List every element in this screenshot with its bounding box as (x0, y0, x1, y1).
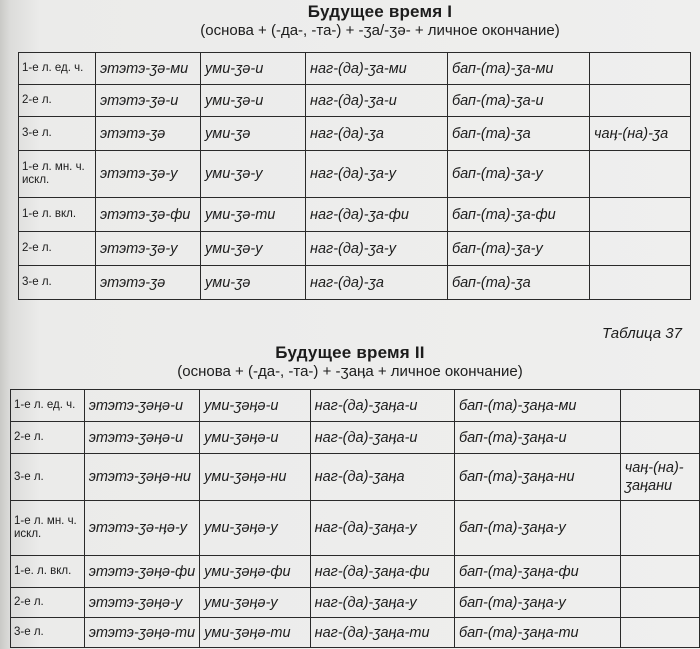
table-row (19, 53, 691, 85)
form-cell: этэтэ-ʒə-у (96, 151, 201, 198)
table-row (11, 588, 700, 618)
form-cell: бап-(та)-ʒаӊа-ми (454, 390, 620, 422)
form-cell (620, 422, 699, 454)
form-cell (590, 53, 691, 85)
table-row (11, 501, 700, 556)
person-label-cell: 2-е л. (19, 232, 96, 266)
person-label-cell: 3-е л. (11, 454, 85, 501)
table-row (11, 422, 700, 454)
form-cell: наг-(да)-ʒа-у (306, 151, 448, 198)
form-cell: этэтэ-ʒəӊə-фи (84, 556, 199, 588)
person-label-cell: 1-е л. мн. ч. искл. (19, 151, 96, 198)
table-row (19, 198, 691, 232)
form-cell: наг-(да)-ʒа (306, 266, 448, 300)
person-label-cell: 2-е л. (11, 422, 85, 454)
form-cell: этэтэ-ʒəӊə-ти (84, 618, 199, 648)
table2-title: Будущее время II (275, 343, 425, 362)
form-cell: этэтэ-ʒə-у (96, 232, 201, 266)
person-label-cell: 1-е л. ед. ч. (19, 53, 96, 85)
person-label-cell: 3-е л. (19, 266, 96, 300)
person-label-cell: 1-е л. ед. ч. (11, 390, 85, 422)
form-cell: уми-ʒəӊə-и (200, 390, 311, 422)
form-cell: наг-(да)-ʒа-и (306, 85, 448, 117)
form-cell: уми-ʒəӊə-фи (200, 556, 311, 588)
future-tense-2-table (10, 389, 700, 648)
form-cell: бап-(та)-ʒаӊа-фи (454, 556, 620, 588)
form-cell: этэтэ-ʒə-и (96, 85, 201, 117)
form-cell: бап-(та)-ʒаӊа-у (454, 588, 620, 618)
form-cell (590, 151, 691, 198)
table-row (19, 85, 691, 117)
form-cell: уми-ʒəӊə-ни (200, 454, 311, 501)
form-cell (620, 390, 699, 422)
person-label-cell: 1-е л. вкл. (19, 198, 96, 232)
form-cell: бап-(та)-ʒаӊа-ти (454, 618, 620, 648)
table-row (11, 390, 700, 422)
form-cell: наг-(да)-ʒаӊа-ти (310, 618, 454, 648)
form-cell: наг-(да)-ʒа (306, 117, 448, 151)
table-row (19, 232, 691, 266)
table2-subtitle: (основа + (-да-, -та-) + -ʒаӊа + личное окончание) (177, 363, 523, 380)
form-cell: бап-(та)-ʒа-у (448, 151, 590, 198)
form-cell (590, 232, 691, 266)
form-cell: бап-(та)-ʒаӊа-ни (454, 454, 620, 501)
form-cell (590, 266, 691, 300)
form-cell: бап-(та)-ʒа (448, 266, 590, 300)
form-cell: наг-(да)-ʒаӊа-и (310, 422, 454, 454)
form-cell: чаӊ-(на)-ʒаӊани (620, 454, 699, 501)
form-cell: наг-(да)-ʒаӊа-и (310, 390, 454, 422)
form-cell: уми-ʒə-у (201, 151, 306, 198)
person-label-cell: 3-е л. (11, 618, 85, 648)
form-cell (620, 501, 699, 556)
form-cell: уми-ʒəӊə-у (200, 501, 311, 556)
form-cell: наг-(да)-ʒаӊа-у (310, 501, 454, 556)
form-cell: уми-ʒə-у (201, 232, 306, 266)
form-cell: бап-(та)-ʒа-и (448, 85, 590, 117)
form-cell: чаӊ-(на)-ʒа (590, 117, 691, 151)
person-label-cell: 1-е л. мн. ч. искл. (11, 501, 85, 556)
person-label-cell: 2-е л. (19, 85, 96, 117)
form-cell: этэтэ-ʒə-фи (96, 198, 201, 232)
table-number: Таблица 37 (601, 325, 682, 342)
table-row (19, 117, 691, 151)
form-cell: этэтэ-ʒə-ӊə-у (84, 501, 199, 556)
form-cell: этэтэ-ʒəӊə-ни (84, 454, 199, 501)
form-cell: наг-(да)-ʒаӊа (310, 454, 454, 501)
table1-title: Будущее время I (307, 2, 453, 21)
form-cell: уми-ʒəӊə-и (200, 422, 311, 454)
form-cell: наг-(да)-ʒаӊа-фи (310, 556, 454, 588)
form-cell (620, 556, 699, 588)
form-cell: уми-ʒə-ти (201, 198, 306, 232)
form-cell: бап-(та)-ʒа-у (448, 232, 590, 266)
table-row (11, 454, 700, 501)
table-row (19, 151, 691, 198)
table-row (11, 556, 700, 588)
form-cell: уми-ʒə (201, 266, 306, 300)
form-cell: наг-(да)-ʒа-у (306, 232, 448, 266)
future-tense-1-table (18, 52, 691, 300)
form-cell: бап-(та)-ʒаӊа-и (454, 422, 620, 454)
form-cell: этэтэ-ʒə-ми (96, 53, 201, 85)
form-cell: уми-ʒəӊə-ти (200, 618, 311, 648)
form-cell: наг-(да)-ʒа-фи (306, 198, 448, 232)
form-cell (590, 85, 691, 117)
form-cell: этэтэ-ʒə (96, 266, 201, 300)
form-cell: уми-ʒəӊə-у (200, 588, 311, 618)
form-cell: бап-(та)-ʒаӊа-у (454, 501, 620, 556)
form-cell: бап-(та)-ʒа (448, 117, 590, 151)
form-cell: бап-(та)-ʒа-фи (448, 198, 590, 232)
form-cell: этэтэ-ʒəӊə-у (84, 588, 199, 618)
table1-body (19, 53, 691, 300)
form-cell: этэтэ-ʒə (96, 117, 201, 151)
form-cell: бап-(та)-ʒа-ми (448, 53, 590, 85)
form-cell: этэтэ-ʒəӊə-и (84, 390, 199, 422)
person-label-cell: 1-е. л. вкл. (11, 556, 85, 588)
table-row (19, 266, 691, 300)
form-cell (590, 198, 691, 232)
person-label-cell: 3-е л. (19, 117, 96, 151)
form-cell: уми-ʒə-и (201, 85, 306, 117)
table2-body (11, 390, 700, 648)
form-cell: уми-ʒə-и (201, 53, 306, 85)
form-cell: наг-(да)-ʒа-ми (306, 53, 448, 85)
table-row (11, 618, 700, 648)
form-cell: уми-ʒə (201, 117, 306, 151)
table1-subtitle: (основа + (-да-, -та-) + -ʒа/-ʒə- + личное окончание) (200, 22, 560, 39)
form-cell (620, 588, 699, 618)
form-cell: этэтэ-ʒəӊə-и (84, 422, 199, 454)
form-cell (620, 618, 699, 648)
form-cell: наг-(да)-ʒаӊа-у (310, 588, 454, 618)
person-label-cell: 2-е л. (11, 588, 85, 618)
